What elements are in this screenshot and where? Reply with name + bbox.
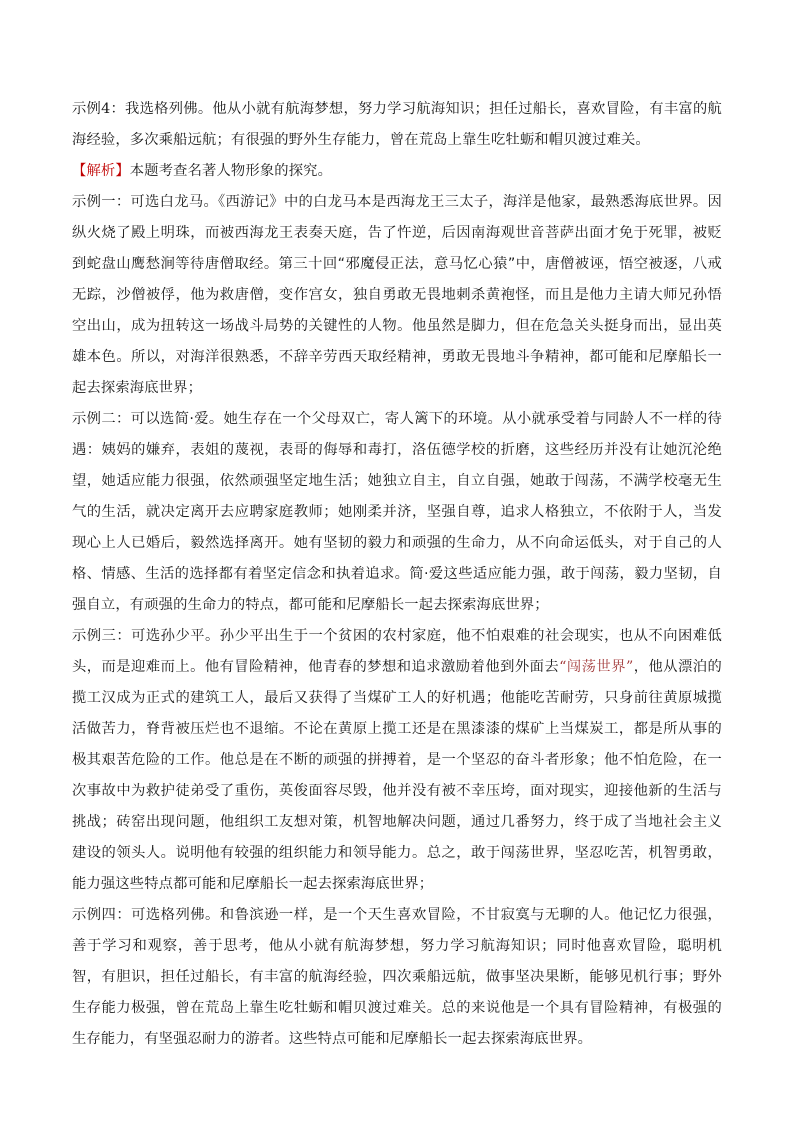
analysis-intro: 本题考查名著人物形象的探究。 — [129, 163, 333, 179]
analysis-example-2: 示例二：可以选简·爱。她生存在一个父母双亡，寄人篱下的环境。从小就承受着与同龄人不一样的待遇：姨妈的嫌弃，表姐的蔑视，表哥的侮辱和毒打，洛伍德学校的折磨，这些经历并没有让她沉沦绝望，她适应能力很强，依然顽强坚定地生活；她独立自主，自立自强，她敢于闯荡，不满学校毫无生气的生活，就决定离开去应聘家庭教师；她刚柔并济，坚强自尊，追求人格独立，不依附于人，当发现心上人已婚后，毅然选择离开。她有坚韧的毅力和顽强的生命力，从不向命运低头，对于自己的人格、情感、生活的选择都有着坚定信念和执着追求。简·爱这些适应能力强，敢于闯荡，毅力坚韧，自强自立，有顽强的生命力的特点，都可能和尼摩船长一起去探索海底世界； — [72, 411, 722, 613]
analysis-heading — [72, 156, 722, 187]
example-4-text: ：我选格列佛。他从小就有航海梦想，努力学习航海知识；担任过船长，喜欢冒险，有丰富的航海经验，多次乘船远航；有很强的野外生存能力，曾在荒岛上靠生吃牡蛎和帽贝渡过难关。 — [72, 101, 722, 148]
answer-example-4 — [72, 94, 722, 156]
example-3-highlight-quote: “闯荡世界” — [559, 659, 634, 675]
analysis-example-1: 示例一：可选白龙马。《西游记》中的白龙马本是西海龙王三太子，海洋是他家，最熟悉海底世界。因纵火烧了殿上明珠，而被西海龙王表奏天庭，告了忤逆，后因南海观世音菩萨出面才免于死罪，被贬到蛇盘山鹰愁涧等待唐僧取经。第三十回“邪魔侵正法，意马忆心猿”中，唐僧被诬，悟空被逐，八戒无踪，沙僧被俘，他为救唐僧，变作宫女，独自勇敢无畏地刺杀黄袍怪，而且是他力主请大师兄孙悟空出山，成为扭转这一场战斗局势的关键性的人物。他虽然是脚力，但在危急关头挺身而出，显出英雄本色。所以，对海洋很熟悉，不辞辛劳西天取经精神，勇敢无畏地斗争精神，都可能和尼摩船长一起去探索海底世界； — [72, 194, 722, 396]
example-4-prefix: 示例 — [72, 101, 102, 117]
example-3-text-a: 示例三：可选孙少平。孙少平出生于一个贫困的农村家庭，他不怕艰难的社会现实，也从不向困难低头，而是迎难而上。他有冒险精神，他青春的梦想和追求激励着他到外面去 — [72, 628, 722, 675]
example-3-text-b: ，他从漂泊的揽工汉成为正式的建筑工人，最后又获得了当煤矿工人的好机遇；他能吃苦耐劳，只身前往黄原城揽活做苦力，脊背被压烂也不退缩。不论在黄原上揽工还是在黑漆漆的煤矿上当煤炭工，都是所从事的极其艰苦危险的工作。他总是在不断的顽强的拼搏着，是一个坚忍的奋斗者形象；他不怕危险，在一次事故中为救护徒弟受了重伤，英俊面容尽毁，他并没有被不幸压垮，面对现实，迎接他新的生活与挑战；砖窑出现问题，他组织工友想对策，机智地解决问题，通过几番努力，终于成了当地社会主义建设的领头人。说明他有较强的组织能力和领导能力。总之，敢于闯荡世界，坚忍吃苦，机智勇敢，能力强这些特点都可能和尼摩船长一起去探索海底世界； — [72, 659, 722, 892]
document-body — [72, 94, 722, 1055]
analysis-tag: 【解析】 — [72, 163, 130, 179]
example-4-number: 4 — [101, 101, 111, 117]
analysis-example-3 — [72, 621, 722, 900]
analysis-example-4: 示例四：可选格列佛。和鲁滨逊一样，是一个天生喜欢冒险，不甘寂寞与无聊的人。他记忆力很强，善于学习和观察，善于思考，他从小就有航海梦想，努力学习航海知识；同时他喜欢冒险，聪明机智，有胆识，担任过船长，有丰富的航海经验，四次乘船远航，做事坚决果断，能够见机行事；野外生存能力极强，曾在荒岛上靠生吃牡蛎和帽贝渡过难关。总的来说他是一个具有冒险精神，有极强的生存能力，有坚强忍耐力的游者。这些特点可能和尼摩船长一起去探索海底世界。 — [72, 907, 722, 1047]
